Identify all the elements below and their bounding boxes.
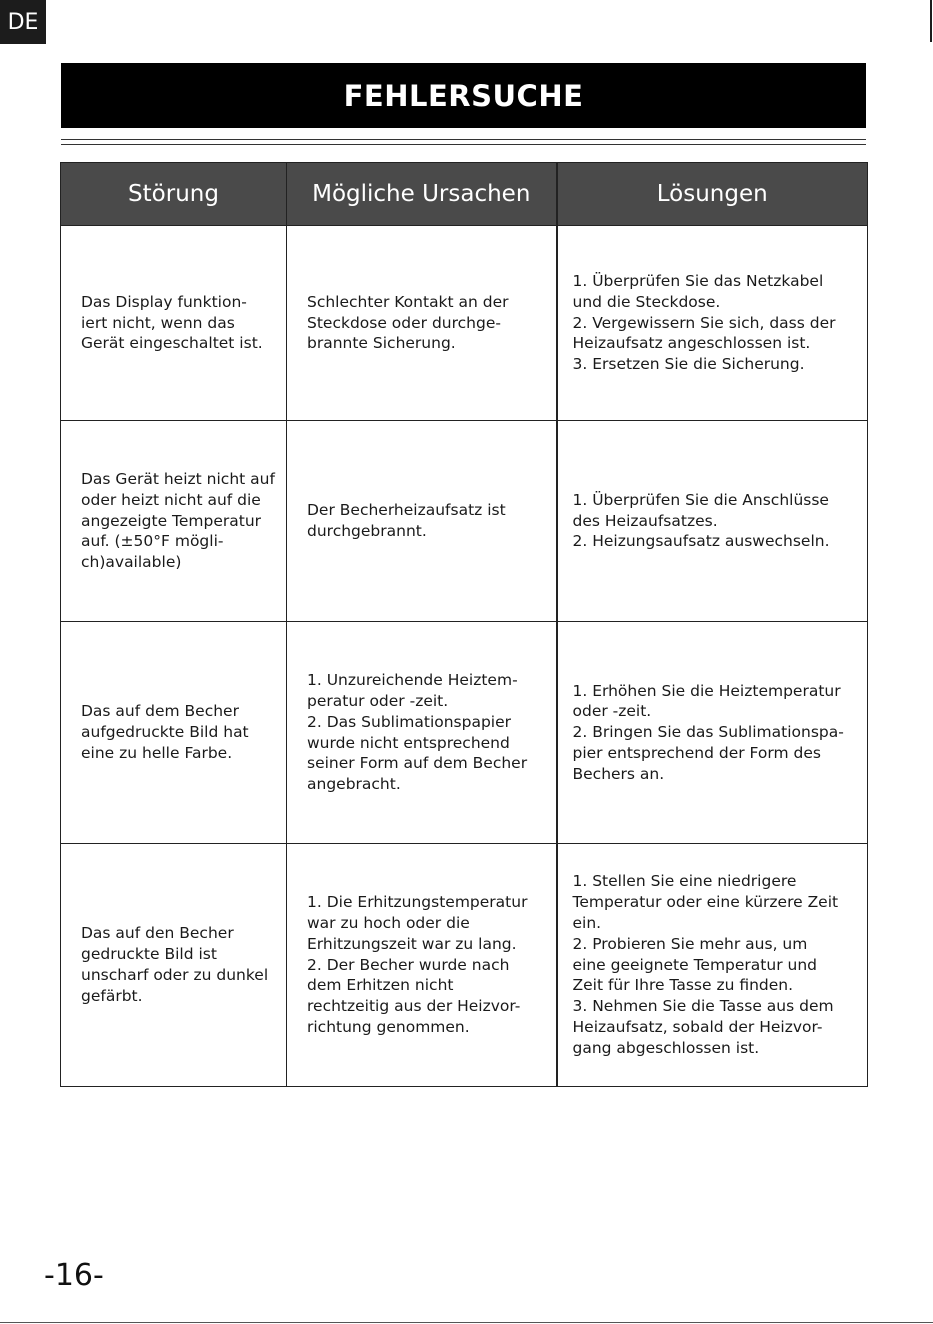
cause-cell: 1. Unzureichende Heiztem- peratur oder -zeit. 2. Das Sublimationspapier wurde nicht entsprechend seiner Form auf dem Becher angebracht.: [287, 622, 557, 844]
solution-cell: 1. Überprüfen Sie das Netzkabel und die Steckdose. 2. Vergewissern Sie sich, dass der Heizaufsatz angeschlossen ist. 3. Ersetzen Sie die Sicherung.: [557, 226, 868, 421]
table-row: [61, 622, 868, 844]
cause-cell: Der Becherheizaufsatz ist durchgebrannt.: [287, 421, 557, 622]
corner-mark: [930, 0, 932, 42]
header-problem: Störung: [61, 163, 287, 226]
header-solutions: Lösungen: [557, 163, 868, 226]
problem-cell: Das auf den Becher gedruckte Bild ist unscharf oder zu dunkel gefärbt.: [61, 844, 287, 1087]
cause-cell: Schlechter Kontakt an der Steckdose oder durchge- brannte Sicherung.: [287, 226, 557, 421]
language-tab: DE: [0, 0, 46, 44]
problem-cell: Das Display funktion- iert nicht, wenn das Gerät eingeschaltet ist.: [61, 226, 287, 421]
title-divider-bottom: [61, 144, 866, 145]
title-divider-top: [61, 139, 866, 140]
solution-cell: 1. Stellen Sie eine niedrigere Temperatur oder eine kürzere Zeit ein. 2. Probieren Sie mehr aus, um eine geeignete Temperatur und Zeit für Ihre Tasse zu finden. 3. Nehmen Sie die Tasse aus dem Heizaufsatz, sobald der Heizvor- gang abgeschlossen ist.: [557, 844, 868, 1087]
troubleshooting-table: [60, 162, 868, 1087]
problem-cell: Das auf dem Becher aufgedruckte Bild hat eine zu helle Farbe.: [61, 622, 287, 844]
table-row: [61, 844, 868, 1087]
page-title: FEHLERSUCHE: [61, 63, 866, 128]
cause-cell: 1. Die Erhitzungstemperatur war zu hoch oder die Erhitzungszeit war zu lang. 2. Der Becher wurde nach dem Erhitzen nicht rechtzeitig aus der Heizvor- richtung genommen.: [287, 844, 557, 1087]
solution-cell: 1. Überprüfen Sie die Anschlüsse des Heizaufsatzes. 2. Heizungsaufsatz auswechseln.: [557, 421, 868, 622]
solution-cell: 1. Erhöhen Sie die Heiztemperatur oder -zeit. 2. Bringen Sie das Sublimationspa- pier entsprechend der Form des Bechers an.: [557, 622, 868, 844]
table-row: [61, 226, 868, 421]
table-header-row: [61, 163, 868, 226]
bottom-divider: [0, 1322, 933, 1323]
header-causes: Mögliche Ursachen: [287, 163, 557, 226]
page-number: -16-: [44, 1258, 104, 1293]
problem-cell: Das Gerät heizt nicht auf oder heizt nicht auf die angezeigte Temperatur auf. (±50°F mögli- ch)available): [61, 421, 287, 622]
table-row: [61, 421, 868, 622]
